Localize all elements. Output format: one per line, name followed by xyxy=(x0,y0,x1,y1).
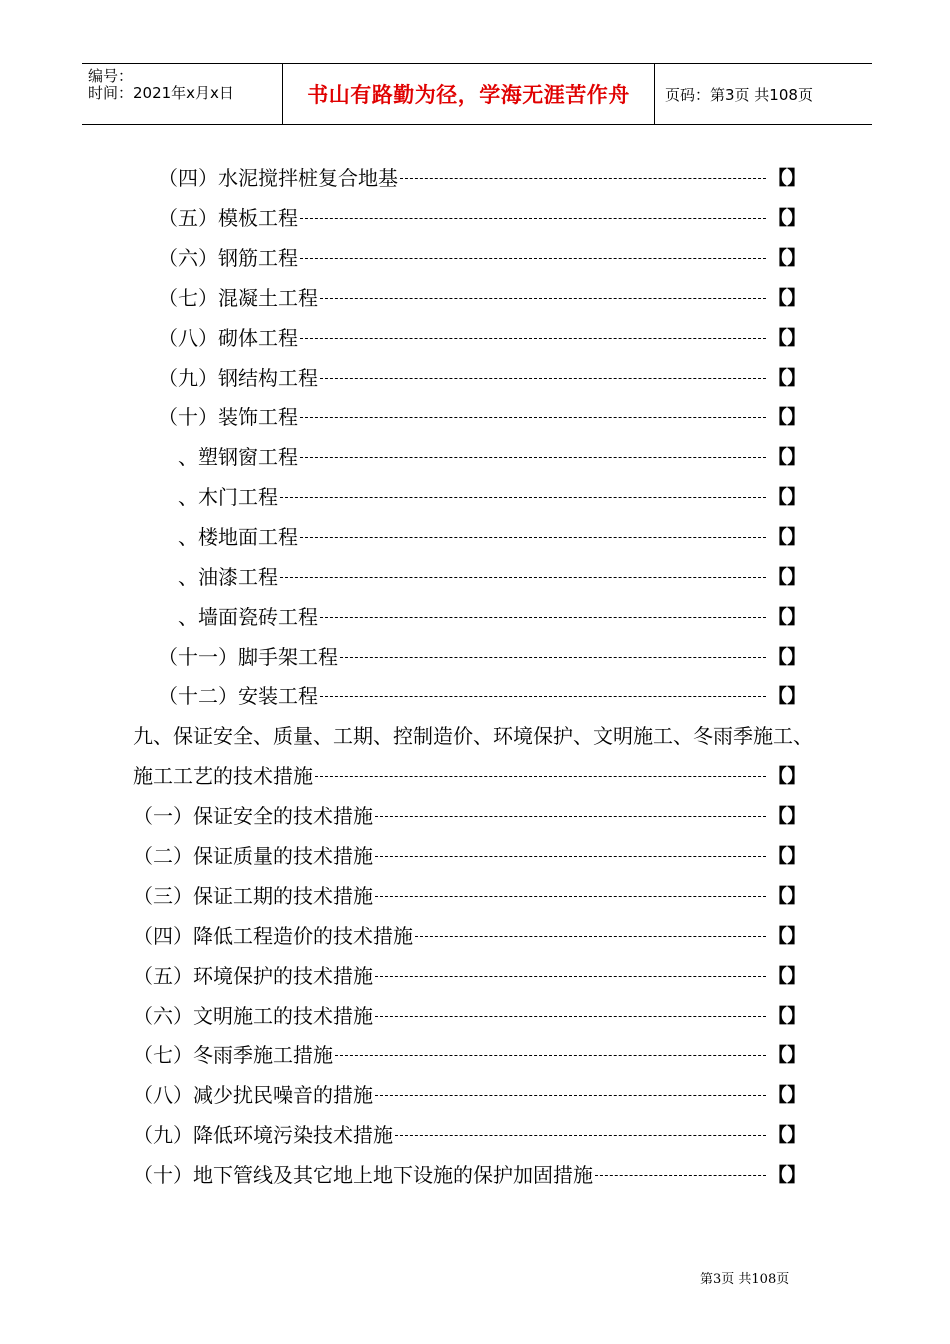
toc-entry-title: （八）减少扰民噪音的措施 xyxy=(133,1082,373,1107)
toc-leader xyxy=(375,896,766,897)
toc-leader xyxy=(335,1055,766,1056)
toc-leader xyxy=(415,936,766,937)
toc-entry-title: （九）降低环境污染技术措施 xyxy=(133,1122,393,1147)
toc-entry-title: 、墙面瓷砖工程 xyxy=(178,604,318,629)
header-number-label: 编号： xyxy=(88,67,134,85)
toc-leader xyxy=(300,338,766,339)
toc-entry[interactable] xyxy=(133,919,806,949)
toc-page-bracket: 【】 xyxy=(767,844,806,867)
toc-page-bracket: 【】 xyxy=(767,206,806,229)
toc-entry[interactable] xyxy=(158,241,806,271)
toc-leader xyxy=(315,776,766,777)
toc-leader xyxy=(320,696,766,697)
toc-page-bracket: 【】 xyxy=(767,605,806,628)
toc-entry-title: 施工工艺的技术措施 xyxy=(133,763,313,788)
toc-entry[interactable] xyxy=(158,201,806,231)
toc-entry[interactable] xyxy=(133,999,806,1029)
toc-entry-title: （十）地下管线及其它地上地下设施的保护加固措施 xyxy=(133,1162,593,1187)
toc-entry[interactable] xyxy=(158,321,806,351)
toc-entry-title: 、油漆工程 xyxy=(178,564,278,589)
toc-entry[interactable] xyxy=(178,560,806,590)
toc-leader xyxy=(300,417,766,418)
toc-entry-title: （七）混凝土工程 xyxy=(158,285,318,310)
toc-entry-title: （五）环境保护的技术措施 xyxy=(133,963,373,988)
toc-entry[interactable] xyxy=(133,799,806,829)
toc-page-bracket: 【】 xyxy=(767,804,806,827)
toc-entry-title: （六）钢筋工程 xyxy=(158,245,298,270)
toc-leader xyxy=(400,178,766,179)
toc-entry[interactable] xyxy=(178,520,806,550)
toc-leader xyxy=(375,856,766,857)
toc-leader xyxy=(280,497,766,498)
toc-entry[interactable] xyxy=(133,1038,806,1068)
toc-entry-title: （二）保证质量的技术措施 xyxy=(133,843,373,868)
toc-leader xyxy=(280,577,766,578)
toc-entry[interactable] xyxy=(158,679,806,709)
toc-entry[interactable] xyxy=(158,400,806,430)
toc-leader xyxy=(300,218,766,219)
toc-leader xyxy=(395,1135,766,1136)
toc-entry[interactable] xyxy=(158,640,806,670)
toc-leader xyxy=(595,1175,766,1176)
toc-entry-title: （五）模板工程 xyxy=(158,205,298,230)
toc-entry[interactable] xyxy=(158,361,806,391)
toc-page-bracket: 【】 xyxy=(767,964,806,987)
toc-page-bracket: 【】 xyxy=(767,525,806,548)
page-footer: 第3页 共108页 xyxy=(700,1272,790,1287)
toc-entry-title: （四）降低工程造价的技术措施 xyxy=(133,923,413,948)
toc-leader xyxy=(375,976,766,977)
toc-page-bracket: 【】 xyxy=(767,326,806,349)
toc-entry[interactable] xyxy=(178,440,806,470)
toc-entry-title: 、塑钢窗工程 xyxy=(178,444,298,469)
toc-page-bracket: 【】 xyxy=(767,645,806,668)
toc-page-bracket: 【】 xyxy=(767,565,806,588)
toc-page-bracket: 【】 xyxy=(767,485,806,508)
toc-entry-title: （七）冬雨季施工措施 xyxy=(133,1042,333,1067)
toc-entry[interactable] xyxy=(133,1078,806,1108)
section-9-heading[interactable] xyxy=(133,759,806,789)
toc-page-bracket: 【】 xyxy=(767,246,806,269)
toc-entry-title: （十二）安装工程 xyxy=(158,683,318,708)
toc-page-bracket: 【】 xyxy=(767,764,806,787)
toc-entry[interactable] xyxy=(133,839,806,869)
header-motto: 书山有路勤为径，学海无涯苦作舟 xyxy=(282,64,655,124)
toc-page-bracket: 【】 xyxy=(767,405,806,428)
toc-leader xyxy=(300,457,766,458)
header-page-label: 页码：第3页 共108页 xyxy=(665,85,813,104)
toc-leader xyxy=(340,657,766,658)
toc-entry-title: 、楼地面工程 xyxy=(178,524,298,549)
toc-entry-title: 、木门工程 xyxy=(178,484,278,509)
toc-leader xyxy=(300,537,766,538)
header-time-label: 时间：2021年x月x日 xyxy=(88,84,234,102)
toc-entry-title: （十一）脚手架工程 xyxy=(158,644,338,669)
toc-entry-title: （九）钢结构工程 xyxy=(158,365,318,390)
toc-leader xyxy=(320,378,766,379)
toc-entry[interactable] xyxy=(178,480,806,510)
toc-page-bracket: 【】 xyxy=(767,366,806,389)
toc-page-bracket: 【】 xyxy=(767,1004,806,1027)
toc-page-bracket: 【】 xyxy=(767,684,806,707)
toc-page-bracket: 【】 xyxy=(767,445,806,468)
toc-entry[interactable] xyxy=(133,879,806,909)
toc-entry-title: （八）砌体工程 xyxy=(158,325,298,350)
toc-entry-title: （一）保证安全的技术措施 xyxy=(133,803,373,828)
toc-entry[interactable] xyxy=(178,600,806,630)
toc-leader xyxy=(375,816,766,817)
toc-page-bracket: 【】 xyxy=(767,286,806,309)
toc-leader xyxy=(375,1095,766,1096)
toc-entry[interactable] xyxy=(158,281,806,311)
toc-entry-title: （十）装饰工程 xyxy=(158,404,298,429)
toc-entry-title: （六）文明施工的技术措施 xyxy=(133,1003,373,1028)
toc-entry[interactable] xyxy=(133,959,806,989)
toc-entry-title: （三）保证工期的技术措施 xyxy=(133,883,373,908)
toc-leader xyxy=(300,258,766,259)
toc-leader xyxy=(320,617,766,618)
toc-leader xyxy=(320,298,766,299)
toc-entry[interactable] xyxy=(133,1158,806,1188)
toc-page-bracket: 【】 xyxy=(767,166,806,189)
toc-page-bracket: 【】 xyxy=(767,924,806,947)
section-9-heading-line1[interactable]: 九、保证安全、质量、工期、控制造价、环境保护、文明施工、冬雨季施工、 xyxy=(133,723,813,748)
toc-leader xyxy=(375,1016,766,1017)
toc-page-bracket: 【】 xyxy=(767,1123,806,1146)
toc-page-bracket: 【】 xyxy=(767,884,806,907)
toc-page-bracket: 【】 xyxy=(767,1163,806,1186)
toc-page-bracket: 【】 xyxy=(767,1043,806,1066)
toc-entry-title: （四）水泥搅拌桩复合地基 xyxy=(158,165,398,190)
toc-entry[interactable] xyxy=(133,1118,806,1148)
toc-entry[interactable] xyxy=(158,161,806,191)
toc-page-bracket: 【】 xyxy=(767,1083,806,1106)
